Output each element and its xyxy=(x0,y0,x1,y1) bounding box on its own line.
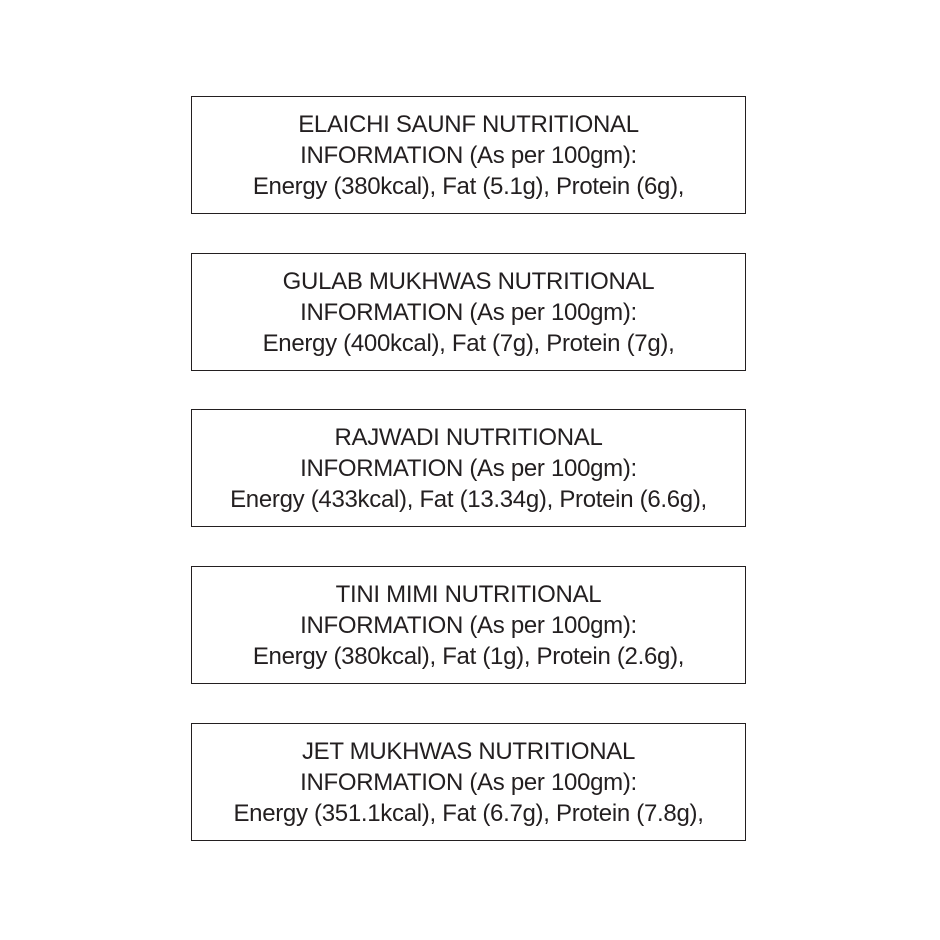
panel-title: GULAB MUKHWAS NUTRITIONAL xyxy=(282,267,655,295)
panel-subtitle: INFORMATION (As per 100gm): xyxy=(300,611,637,639)
panel-title: TINI MIMI NUTRITIONAL xyxy=(335,580,602,608)
panel-values: Energy (400kcal), Fat (7g), Protein (7g), xyxy=(262,329,675,357)
panel-title: JET MUKHWAS NUTRITIONAL xyxy=(301,737,636,765)
nutrition-panel-gulab-mukhwas xyxy=(191,253,746,371)
nutrition-panel-elaichi-saunf xyxy=(191,96,746,214)
nutrition-panel-tini-mimi xyxy=(191,566,746,684)
panel-subtitle: INFORMATION (As per 100gm): xyxy=(300,141,637,169)
panel-subtitle: INFORMATION (As per 100gm): xyxy=(300,298,637,326)
panel-subtitle: INFORMATION (As per 100gm): xyxy=(300,768,637,796)
panel-title: ELAICHI SAUNF NUTRITIONAL xyxy=(298,110,639,138)
panel-values: Energy (380kcal), Fat (5.1g), Protein (6g), xyxy=(252,172,685,200)
panel-values: Energy (433kcal), Fat (13.34g), Protein (6.6g), xyxy=(230,485,707,513)
panel-title: RAJWADI NUTRITIONAL xyxy=(334,423,603,451)
nutrition-panel-rajwadi xyxy=(191,409,746,527)
nutrition-panel-jet-mukhwas xyxy=(191,723,746,841)
panel-values: Energy (380kcal), Fat (1g), Protein (2.6g), xyxy=(252,642,685,670)
panel-subtitle: INFORMATION (As per 100gm): xyxy=(300,454,637,482)
panel-values: Energy (351.1kcal), Fat (6.7g), Protein (7.8g), xyxy=(233,799,704,827)
